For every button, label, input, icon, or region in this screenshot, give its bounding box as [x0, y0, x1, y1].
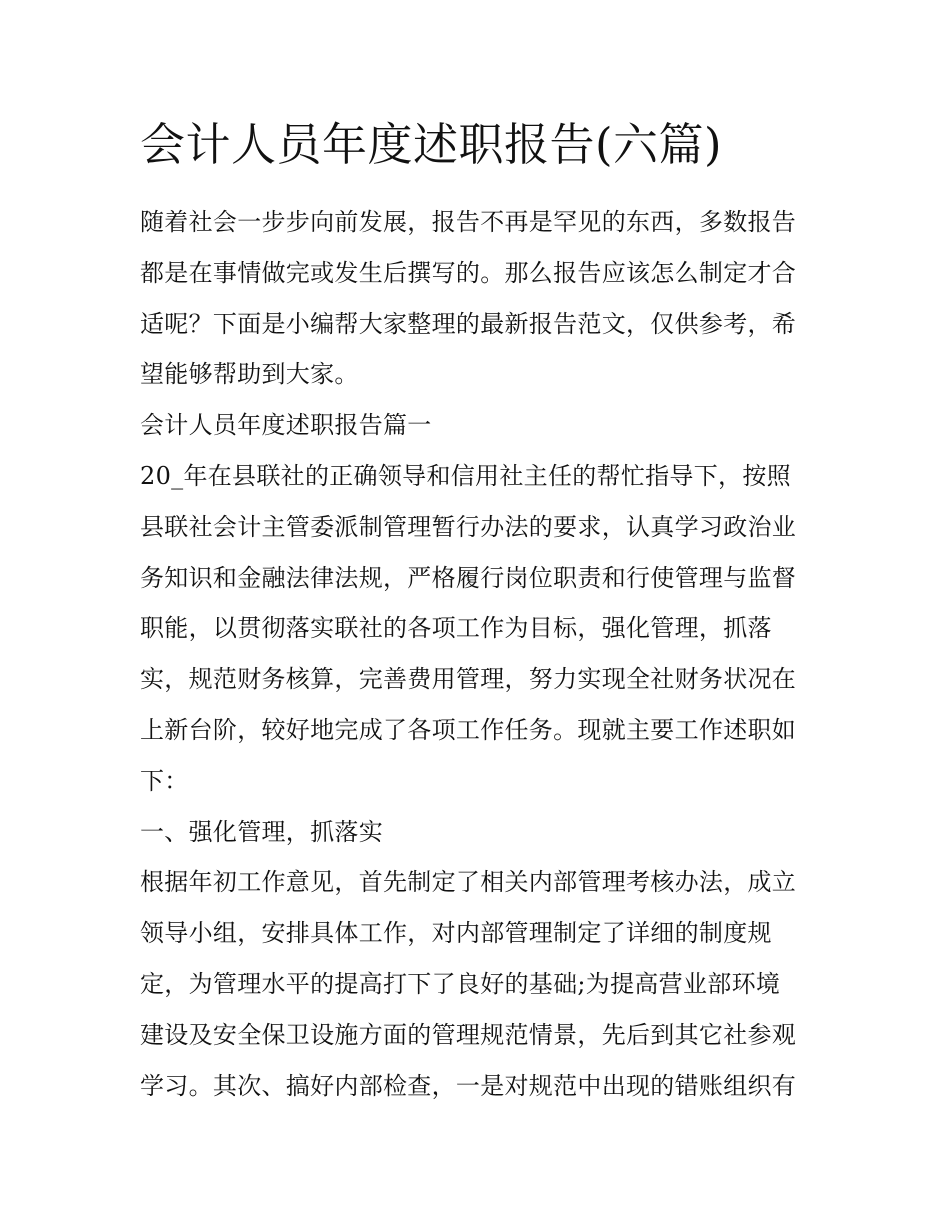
body-line-12: 学习。其次、搞好内部检查，一是对规范中出现的错账组织有: [140, 1071, 797, 1100]
subsection-heading-1: 一、强化管理，抓落实: [140, 817, 383, 846]
intro-line-4: 望能够帮助到大家。: [140, 360, 359, 389]
intro-line-3: 适呢？下面是小编帮大家整理的最新报告范文，仅供参考，希: [140, 309, 797, 338]
body-line-6: 上新台阶，较好地完成了各项工作任务。现就主要工作述职如: [140, 715, 797, 744]
body-line-11: 建设及安全保卫设施方面的管理规范情景，先后到其它社参观: [140, 1020, 797, 1049]
body-line-3: 务知识和金融法律法规，严格履行岗位职责和行使管理与监督: [140, 563, 797, 592]
body-line-9: 领导小组，安排具体工作，对内部管理制定了详细的制度规: [140, 919, 772, 948]
body-line-1: 20_年在县联社的正确领导和信用社主任的帮忙指导下，按照: [140, 461, 791, 490]
intro-line-1: 随着社会一步步向前发展，报告不再是罕见的东西，多数报告: [140, 208, 797, 236]
body-line-7: 下：: [140, 766, 189, 795]
body-line-2: 县联社会计主管委派制管理暂行办法的要求，认真学习政治业: [140, 512, 797, 541]
page-title: 会计人员年度述职报告(六篇): [140, 118, 723, 171]
document-body: [140, 197, 812, 1111]
section-heading-part-one: 会计人员年度述职报告篇一: [140, 411, 432, 440]
body-line-4: 职能，以贯彻落实联社的各项工作为目标，强化管理，抓落: [140, 614, 772, 643]
body-line-5: 实，规范财务核算，完善费用管理，努力实现全社财务状况在: [140, 665, 797, 694]
body-line-8: 根据年初工作意见，首先制定了相关内部管理考核办法，成立: [140, 868, 797, 897]
body-line-10: 定，为管理水平的提高打下了良好的基础;为提高营业部环境: [140, 969, 781, 998]
intro-line-2: 都是在事情做完或发生后撰写的。那么报告应该怎么制定才合: [140, 258, 797, 287]
